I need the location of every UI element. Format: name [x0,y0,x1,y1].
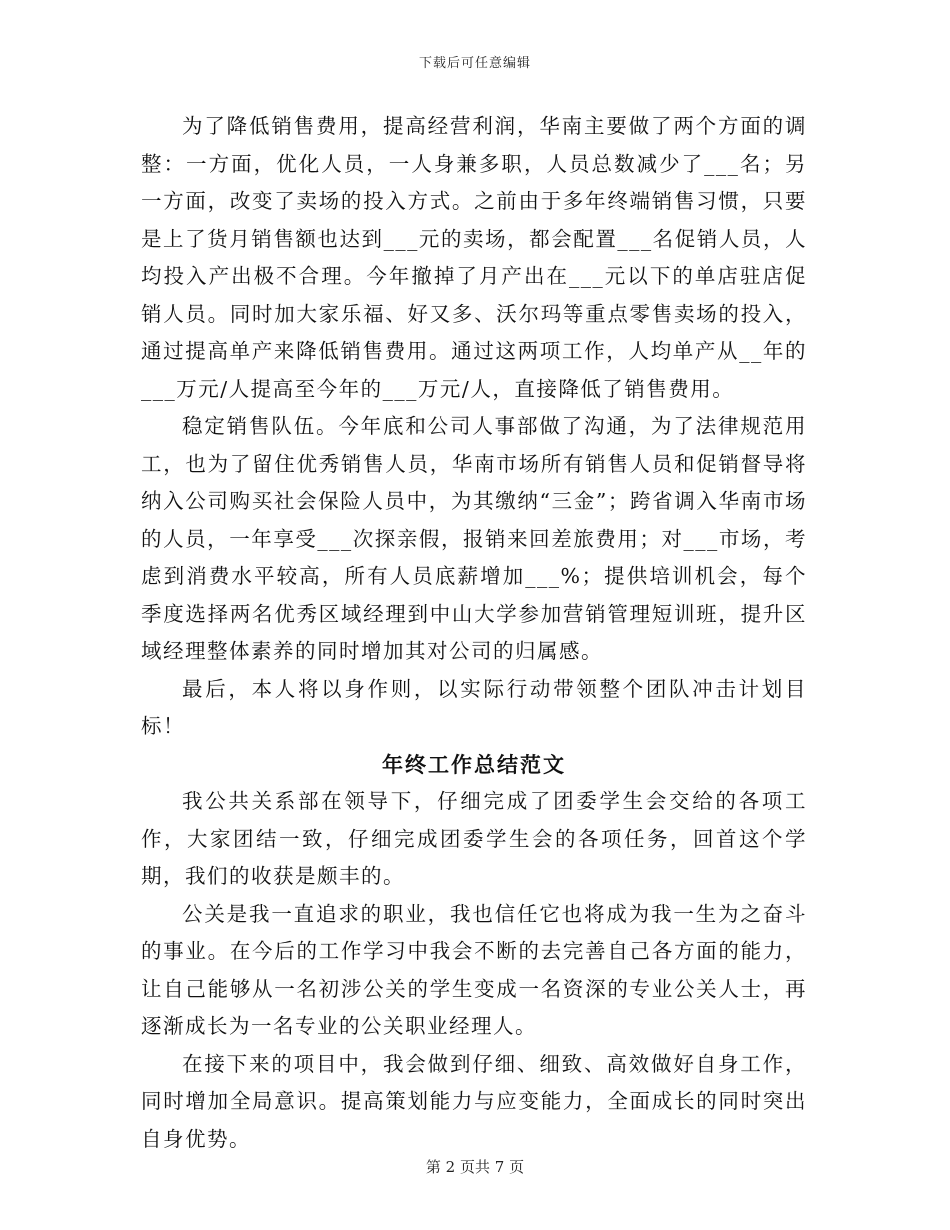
document-body [141,108,807,1158]
page-header: 下载后可任意编辑 [418,56,531,71]
paragraph-cost-reduction: 为了降低销售费用，提高经营利润，华南主要做了两个方面的调整：一方面，优化人员，一人身兼多职，人员总数减少了___名；另一方面，改变了卖场的投入方式。之前由于多年终端销售习惯，只要是上了货月销售额也达到___元的卖场，都会配置___名促销人员，人均投入产出极不合理。今年撤掉了月产出在___元以下的单店驻店促销人员。同时加大家乐福、好又多、沃尔玛等重点零售卖场的投入，通过提高单产来降低销售费用。通过这两项工作，人均单产从__年的___万元/人提高至今年的___万元/人，直接降低了销售费用。 [141,114,807,401]
paragraph-team-stability: 稳定销售队伍。今年底和公司人事部做了沟通，为了法律规范用工，也为了留住优秀销售人员，华南市场所有销售人员和促销督导将纳入公司购买社会保险人员中，为其缴纳“三金”；跨省调入华南市场的人员，一年享受___次探亲假，报销来回差旅费用；对___市场，考虑到消费水平较高，所有人员底薪增加___%；提供培训机会，每个季度选择两名优秀区域经理到中山大学参加营销管理短训班，提升区域经理整体素养的同时增加其对公司的归属感。 [141,414,807,663]
paragraph-next-project: 在接下来的项目中，我会做到仔细、细致、高效做好自身工作，同时增加全局意识。提高策划能力与应变能力，全面成长的同时突出自身优势。 [141,1051,807,1151]
page-footer: 第 2 页共 7 页 [425,1158,525,1176]
section-title: 年终工作总结范文 [382,751,566,777]
paragraph-pr-department: 我公共关系部在领导下，仔细完成了团委学生会交给的各项工作，大家团结一致，仔细完成团委学生会的各项任务，回首这个学期，我们的收获是颇丰的。 [141,789,807,888]
paragraph-pr-career: 公关是我一直追求的职业，我也信任它也将成为我一生为之奋斗的事业。在今后的工作学习中我会不断的去完善自己各方面的能力，让自己能够从一名初涉公关的学生变成一名资深的专业公关人士，再逐渐成长为一名专业的公关职业经理人。 [141,901,807,1038]
paragraph-closing: 最后，本人将以身作则，以实际行动带领整个团队冲击计划目标！ [141,676,807,738]
